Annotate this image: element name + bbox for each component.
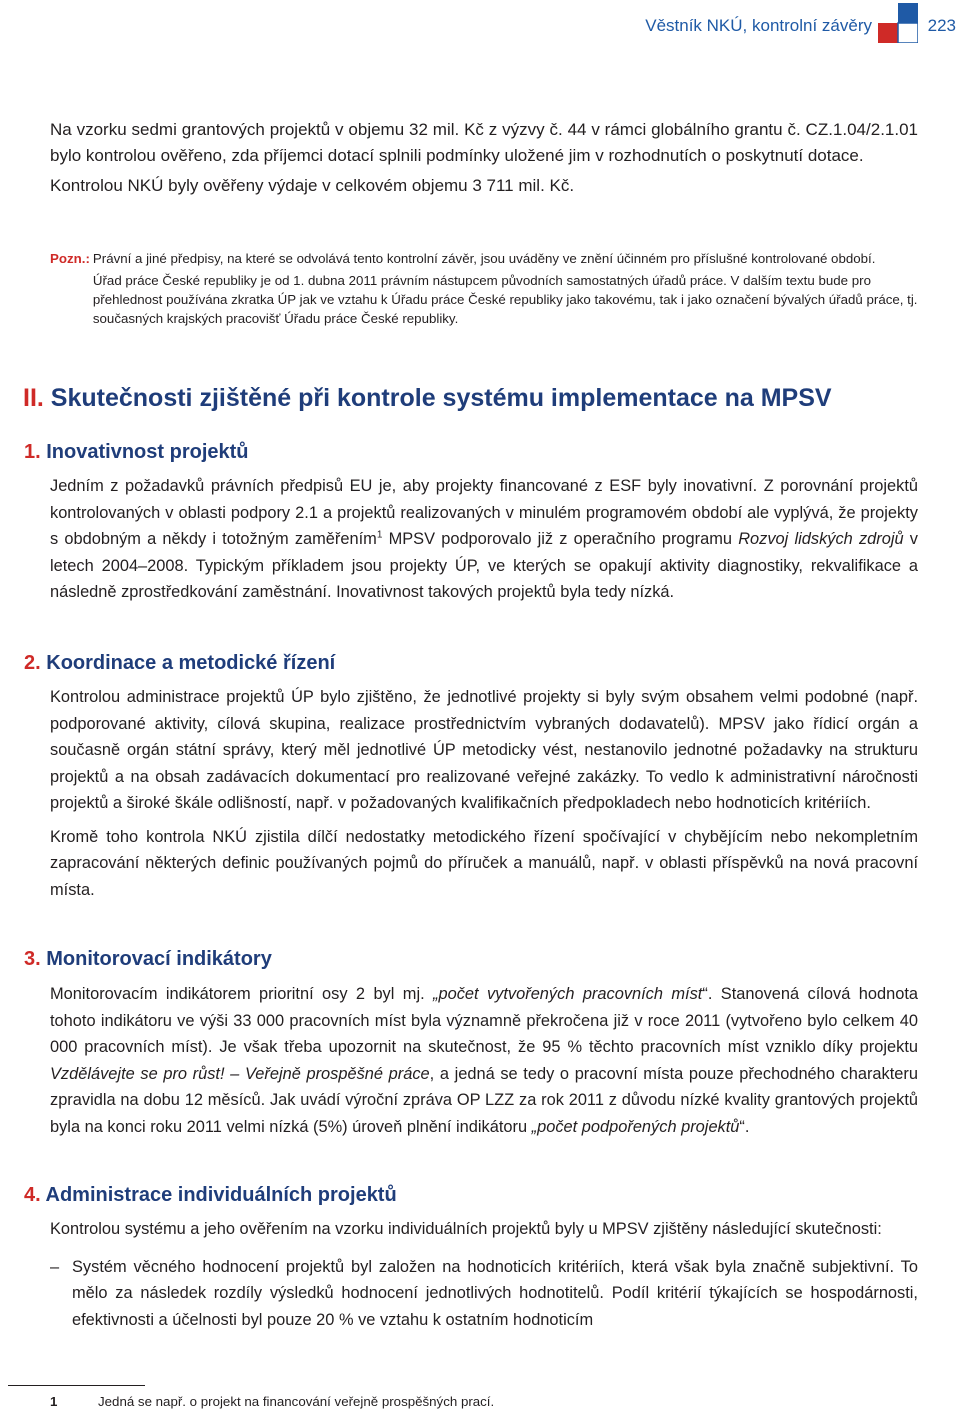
section-4-body	[50, 1216, 918, 1333]
section-paragraph	[50, 981, 918, 1140]
list-item-text: Systém věcného hodnocení projektů byl založen na hodnoticích kritériích, která však byla značně subjektivní. To mělo za následek rozdíly výsledků hodnocení jednotlivých hodnotitelů. Podíl kritérií týkajících se hospodárnosti, efektivnosti a účelnosti byl pouze 20 % ve vztahu k ostatním hodnoticím	[72, 1257, 918, 1329]
section-number: 1.	[24, 441, 41, 463]
indicator-name: „počet vytvořených pracovních míst	[433, 985, 703, 1003]
text-run: MPSV podporovalo již z operačního programu	[382, 530, 739, 548]
note-block	[50, 249, 918, 328]
section-heading-3	[24, 948, 272, 971]
footnote	[50, 1394, 494, 1409]
note-line: Úřad práce České republiky je od 1. dubna 2011 právním nástupcem původních samostatných úřadů práce. V dalším textu bude pro přehlednost používána zkratka ÚP jak ve vztahu k Úřadu práce České republiky jako takovému, tak i jako označení bývalých úřadů práce, tj. současných krajských pracovišť Úřadu práce České republiky.	[92, 273, 918, 326]
text-run: Monitorovacím indikátorem prioritní osy 2 byl mj.	[50, 985, 434, 1003]
section-3-body	[50, 981, 918, 1140]
nku-logo-icon	[878, 3, 918, 43]
section-number: 3.	[24, 948, 41, 970]
chapter-title: Skutečnosti zjištěné při kontrole systému implementace na MPSV	[50, 384, 832, 412]
chapter-heading	[23, 384, 832, 413]
text-run: “.	[739, 1117, 750, 1136]
section-heading-2	[24, 652, 335, 675]
section-paragraph	[50, 473, 918, 606]
text-run: “. Stanovená cílová hodnota tohoto indikátoru ve výši 33 000 pracovních míst byla významně překročena již v roce 2011 (vytvořeno bylo celkem 40 000 pracovních míst). Je však třeba upozornit na skutečnost, že 95 % těchto pracovních míst vzniklo díky projektu	[50, 985, 918, 1056]
page-number: 223	[927, 16, 956, 35]
intro-paragraph: Na vzorku sedmi grantových projektů v objemu 32 mil. Kč z výzvy č. 44 v rámci globálního grantu č. CZ.1.04/2.1.01 bylo kontrolou ověřeno, zda příjemci dotací splnili podmínky uložené jim v rozhodnutích o poskytnutí dotace.	[50, 120, 918, 165]
bullet-dash: –	[50, 1257, 60, 1276]
indicator-name: „počet podpořených projektů	[531, 1117, 740, 1136]
program-name: Rozvoj lidských zdrojů	[738, 530, 904, 548]
section-2-body	[50, 684, 918, 903]
running-header-title: Věstník NKÚ, kontrolní závěry	[645, 16, 872, 35]
chapter-number: II.	[23, 384, 44, 412]
section-heading-4	[24, 1184, 397, 1207]
section-paragraph: Kromě toho kontrola NKÚ zjistila dílčí nedostatky metodického řízení spočívající v chybějícím nebo nekompletním zapracování některých definic používaných pojmů do příruček a manuálů, např. v oblasti příspěvků na nová pracovní místa.	[50, 827, 918, 899]
section-number: 2.	[24, 652, 41, 674]
intro-paragraph: Kontrolou NKÚ byly ověřeny výdaje v celkovém objemu 3 711 mil. Kč.	[50, 176, 575, 195]
section-title: Inovativnost projektů	[46, 441, 249, 463]
section-title: Monitorovací indikátory	[46, 948, 272, 970]
section-title: Administrace individuálních projektů	[45, 1184, 397, 1206]
section-paragraph: Kontrolou administrace projektů ÚP bylo zjištěno, že jednotlivé projekty si byly svým obsahem velmi podobné (např. podporované aktivity, cílová skupina, realizace prostřednictvím vybraných dodavatelů). MPSV jako řídicí orgán a současně orgán státní správy, který měl jednotlivé ÚP metodicky vést, nestanovilo jednotné požadavky na strukturu projektů a na obsah zadávacích dokumentací pro realizované veřejné zakázky. To vedlo k administrativní náročnosti projektů a široké škále odlišností, např. v požadovaných kvalifikačních předpokladech nebo hodnoticích kritériích.	[50, 688, 918, 812]
footnote-text: Jedná se např. o projekt na financování veřejně prospěšných prací.	[98, 1394, 495, 1409]
text-run: Jedním z požadavků právních předpisů EU je, aby projekty financované z ESF byly inovativní. Z porovnání projektů kontrolovaných v oblasti podpory 2.1 a projektů realizovaných v minulém programovém období ale vyplývá, že projekty s obdobným a někdy i totožným zaměřením	[50, 477, 918, 548]
list-item	[50, 1254, 918, 1334]
section-paragraph: Kontrolou systému a jeho ověřením na vzorku individuálních projektů byly u MPSV zjištěny následující skutečnosti:	[50, 1220, 882, 1238]
text-run: , a jedná se tedy o pracovní místa pouze přechodného charakteru zpravidla na dobu 12 měsíců. Jak uvádí výroční zpráva OP LZZ za rok 2011 z důvodu nízké kvality grantových projektů byla na konci roku 2011 velmi nízká (5%) úroveň plnění indikátoru	[50, 1064, 918, 1136]
intro-block	[50, 117, 918, 199]
note-line: Právní a jiné předpisy, na které se odvolává tento kontrolní závěr, jsou uváděny ve znění účinném pro příslušné kontrolované období.	[92, 251, 876, 266]
footnote-number: 1	[50, 1394, 58, 1409]
project-name: Vzdělávejte se pro růst! – Veřejně prospěšné práce	[50, 1064, 430, 1083]
section-title: Koordinace a metodické řízení	[46, 652, 336, 674]
footnote-divider	[8, 1385, 145, 1386]
section-number: 4.	[24, 1184, 41, 1206]
text-run: v letech 2004–2008. Typickým příkladem jsou projekty ÚP, ve kterých se opakují aktivity diagnostiky, rekvalifikace a následně zprostředkování zaměstnání. Inovativnost takových projektů byla tedy nízká.	[50, 530, 919, 601]
note-label: Pozn.:	[50, 251, 90, 266]
section-heading-1	[24, 441, 249, 464]
footnote-ref[interactable]: 1	[376, 529, 383, 541]
section-1-body	[50, 473, 918, 606]
